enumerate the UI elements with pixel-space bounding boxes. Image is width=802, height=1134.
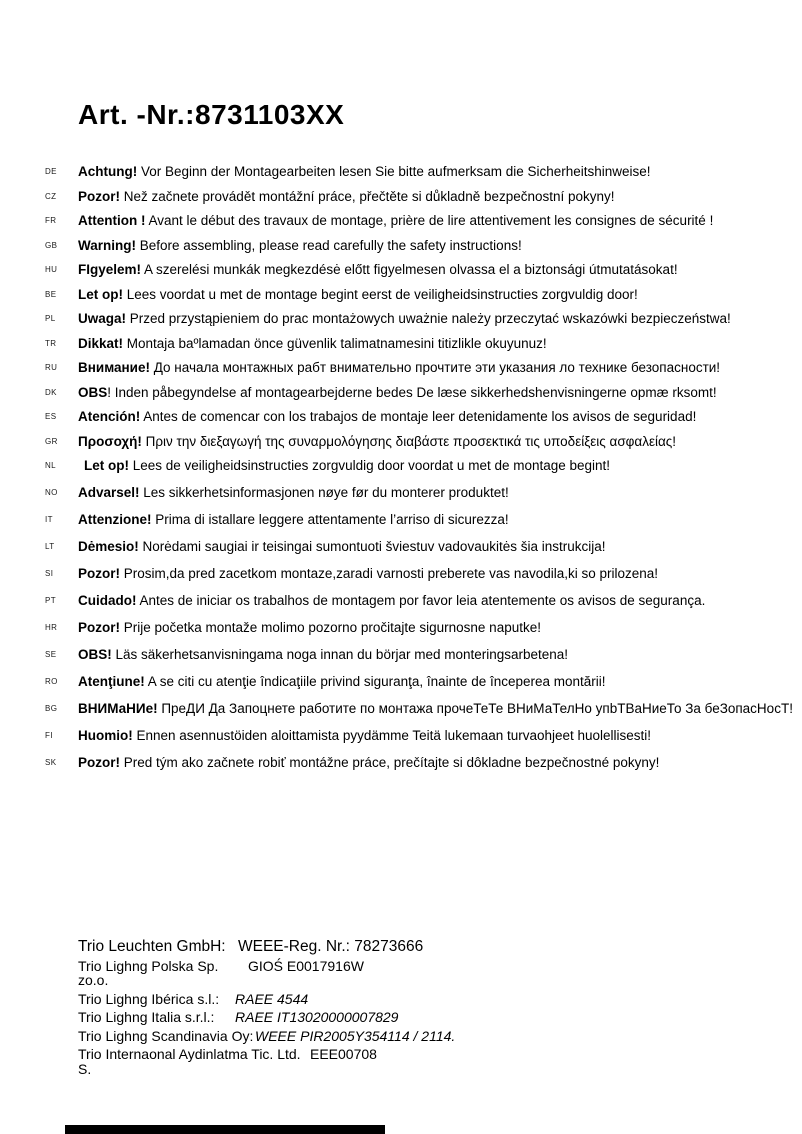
warning-row-cz [0,189,780,204]
warning-body: Antes de comencar con los trabajos de montaje leer detenidamente los avisos de seguridad! [140,409,697,424]
warning-lead: Dikkat! [78,335,124,351]
warning-lead: OBS [78,384,108,400]
company-name: Trio Lighng Scandinavia Oy: [78,1027,254,1044]
warning-list [0,164,793,782]
warning-body: Πριν την διεξαγωγή της συναρμολόγησης διαβάστε προσεκτικά τις υποδείξεις ασφαλείας! [141,433,677,449]
language-code: RO [45,677,58,686]
warning-text-line [78,189,615,204]
warning-body: A szerelési munkák megkezdésė előtt figyelmesen olvassa el a biztonsági útmutatásokat! [141,262,678,277]
warning-row-sk [0,755,780,770]
language-code: DE [45,167,57,176]
registration-number: EEE00708 [310,1046,377,1062]
language-code: GB [45,240,58,250]
warning-text-line [78,434,676,449]
warning-lead: Attention ! [78,213,146,228]
warning-row-ro [0,674,780,689]
warning-body: Prije početka montaže molimo pozorno pročitajte sigurnosne naputke! [120,620,541,635]
warning-lead: Pozor! [78,566,120,581]
warning-text-line [78,409,696,424]
warning-row-fi [0,728,780,743]
warning-lead: ВНИМаНИе! [78,701,158,716]
warning-lead: Uwaga! [78,311,127,326]
language-code: ES [45,412,57,421]
company-row [78,940,455,955]
warning-text-line [78,701,793,716]
registration-number: GIOŚ E0017916W [248,957,364,974]
warning-text-line [78,539,606,554]
warning-lead: Warning! [78,237,136,253]
warning-lead: Let op! [78,286,123,302]
warning-row-gr [0,434,780,449]
company-row [78,1047,455,1076]
language-code: NL [45,461,57,470]
company-registration-block [78,940,455,1080]
warning-lead: Dėmesio! [78,539,139,554]
warning-row-pt [0,593,780,608]
warning-body: Prosim,da pred zacetkom montaze,zaradi varnosti preberete vas navodila,ki so prilozena! [120,566,659,581]
warning-row-tr [0,336,780,351]
language-code: GR [45,436,58,446]
warning-row-bg [0,701,793,716]
warning-text-line [78,620,541,635]
language-code: HR [45,623,58,632]
warning-lead: FIgyelem! [78,262,142,277]
language-code: SK [45,758,57,767]
warning-row-de [0,164,780,179]
warning-text-line [78,213,713,228]
warning-text-line [78,238,522,253]
company-row [78,992,455,1007]
company-name: Trio Lighng Italia s.r.l.: [78,1009,215,1025]
registration-number: RAEE 4544 [235,990,309,1007]
warning-row-ru [0,360,780,375]
warning-text-line [78,566,658,581]
warning-row-it [0,512,780,527]
language-code: SE [45,650,57,659]
registration-number: WEEE-Reg. Nr.: 78273666 [238,938,424,955]
warning-text-line [78,164,651,179]
warning-row-hu [0,262,780,277]
warning-text-line [78,287,638,302]
warning-body: Before assembling, please read carefully the safety instructions! [136,237,522,253]
language-code: RU [45,363,58,372]
registration-number: WEEE PIR2005Y354114 / 2114. [255,1027,456,1044]
warning-row-nl [0,458,780,473]
warning-text-line [78,512,509,527]
language-code: TR [45,338,57,348]
page-title: Art. -Nr.:8731103XX [78,98,345,130]
warning-lead: Atención! [78,409,141,424]
language-code: IT [45,515,53,524]
warning-body: Vor Beginn der Montagearbeiten lesen Sie bitte aufmerksam die Sicherheitshinweise! [137,164,651,179]
warning-body: Než začnete provádět montážní práce, přečtěte si důkladně bezpečnostní pokyny! [120,188,615,204]
company-row [78,959,455,988]
warning-lead: Advarsel! [78,485,140,500]
warning-text-line [78,262,678,277]
warning-row-si [0,566,780,581]
language-code: DK [45,387,57,397]
warning-lead: OBS! [78,647,112,662]
warning-text-line [78,674,606,689]
company-name: Trio Internaonal Aydinlatma Tic. Ltd. S. [78,1046,301,1077]
language-code: HU [45,265,58,274]
company-row [78,1010,455,1025]
warning-body: Ennen asennustöiden aloittamista pyydämme Teitä lukemaan turvaohjeet huolellisesti! [132,728,652,743]
warning-body: Läs säkerhetsanvisningama noga innan du börjar med monteringsarbetena! [111,647,569,662]
warning-lead: Cuidado! [78,593,137,608]
language-code: LT [45,542,55,551]
warning-text-line [78,336,547,351]
warning-body: A se citi cu atenţie îndicaţiile privind siguranţa, înainte de începerea montării! [144,674,606,689]
warning-lead: Huomio! [78,728,133,743]
warning-body: Antes de iniciar os trabalhos de montagem por favor leia atentemente os avisos de segurança. [136,593,706,608]
warning-body: ! Inden påbegyndelse af montagearbejderne bedes De læse sikkerhedshenvisningerne opmæ rksomt! [107,384,717,400]
warning-row-gb [0,238,780,253]
warning-row-no [0,485,780,500]
warning-row-be [0,287,780,302]
warning-row-hr [0,620,780,635]
warning-text-line [78,755,659,770]
company-row [78,1029,455,1044]
warning-lead: Pozor! [78,755,120,770]
registration-number: RAEE IT13020000007829 [235,1009,399,1025]
warning-body: Les sikkerhetsinformasjonen nøye før du monterer produktet! [139,485,509,500]
warning-lead: Let op! [84,458,129,473]
warning-text-line [78,593,705,608]
company-name: Trio Leuchten GmbH: [78,938,226,955]
warning-row-fr [0,213,780,228]
warning-lead: Pozor! [78,188,120,204]
warning-body: Montaja baºlamadan önce güvenlik talimatnamesini titizlikle okuyunuz! [123,335,547,351]
company-name: Trio Lighng Polska Sp. zo.o. [78,957,219,988]
warning-lead: Attenzione! [78,512,152,527]
warning-body: Lees voordat u met de montage begint eerst de veiligheidsinstructies zorgvuldig door! [123,286,638,302]
warning-text-line [78,360,720,375]
warning-text-line [78,311,731,326]
warning-lead: Внимание! [78,360,150,375]
warning-body: Norėdami saugiai ir teisingai sumontuoti šviestuv vadovaukitės šia instrukcija! [138,539,606,554]
warning-text-line [78,647,568,662]
warning-body: Avant le début des travaux de montage, prière de lire attentivement les consignes de sécurité ! [145,213,714,228]
warning-row-dk [0,385,780,400]
warning-text-line [78,485,509,500]
warning-lead: Προσοχή! [78,433,142,449]
language-code: BG [45,704,58,713]
language-code: SI [45,569,54,578]
language-code: FI [45,731,53,740]
warning-row-es [0,409,780,424]
warning-body: Prima di istallare leggere attentamente l’arriso di sicurezza! [151,512,509,527]
language-code: NO [45,488,58,497]
warning-row-pl [0,311,780,326]
scan-artifact-bar [65,1125,385,1134]
language-code: PL [45,314,56,323]
warning-body: Przed przystąpieniem do prac montażowych uważnie należy przeczytać wskazówki bezpieczeństwa! [126,311,731,326]
warning-row-se [0,647,780,662]
language-code: CZ [45,191,57,201]
warning-lead: Atenţiune! [78,674,145,689]
company-name: Trio Lighng Ibérica s.l.: [78,990,220,1007]
language-code: BE [45,289,57,299]
warning-text-line [78,458,610,473]
warning-body: До начала монтажных рабт внимательно прочтите эти указания ло технике безопасности! [149,360,721,375]
warning-body: Lees de veiligheidsinstructies zorgvuldig door voordat u met de montage begint! [129,458,611,473]
warning-body: ПреДИ Да Запоцнете работите по монтажа прочеТеТе ВНиМаТелНо упbТВаНиеТо За беЗопасНосТ! [157,701,793,716]
warning-body: Pred tým ako začnete robiť montážne práce, prečítajte si dôkladne bezpečnostné pokyny! [120,755,660,770]
language-code: FR [45,216,57,225]
warning-text-line [78,385,717,400]
warning-lead: Pozor! [78,620,120,635]
warning-text-line [78,728,651,743]
warning-row-lt [0,539,780,554]
warning-lead: Achtung! [78,164,138,179]
language-code: PT [45,596,57,605]
